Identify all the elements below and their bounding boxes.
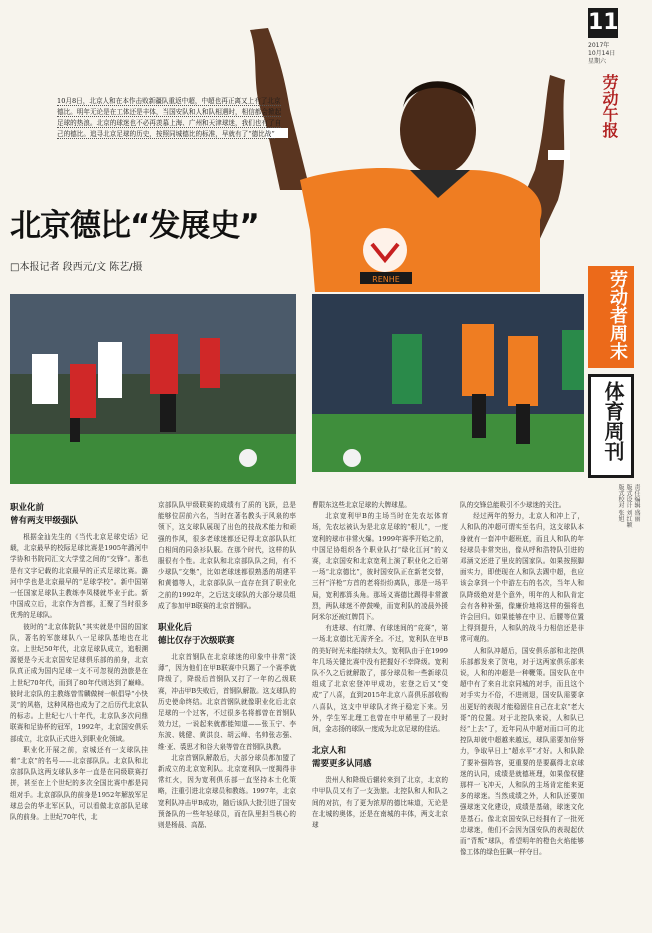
- subhead-line-1: 职业化前: [10, 503, 45, 513]
- paragraph: 职业化开展之前，京城还有一支球队挂着“北京”的名号——北京部队队。北京队和北京部队队这两支球队多年一直是在同级联赛打拼，甚至在上个世纪的多次全国比赛中都是同组对手。北京部队队的前身是1952年解放军足球总会的华北军区队，可以看做北京部队足球队的前身。上世纪70年代，北: [10, 745, 148, 822]
- body-column-1: [10, 500, 148, 823]
- credit-design: 版式设计 刘红颖: [625, 484, 632, 528]
- headline: 北京德比“发展史”: [10, 208, 259, 244]
- lede-paragraph: [57, 96, 282, 140]
- subhead-line-1: 职业化后: [158, 623, 193, 634]
- subhead-line-1: 北京人和: [312, 746, 347, 757]
- paragraph: 北京首钢队解散后，大部分球员都加盟了新成立的北京宽利队。北京宽利队一度揭得非常红火，因为宽利俱乐部一直坚持本土化策略，注重引进北京球员和教练。1997年，北京宽利队冲击甲B成功，随后该队大批引进了国安预备队的一些年轻球员，而在队里担当核心的则是杨晨、高磊、: [158, 753, 296, 830]
- byline: □本报记者 段西元/文 陈艺/摄: [10, 262, 143, 273]
- match-illustration-right: [312, 294, 584, 472]
- match-illustration-left: [10, 294, 296, 484]
- paragraph: 根据金汕先生的《当代北京足球史话》记载，北京最早的校际足球比赛是1905年潞河中学协和书院同汇文大学堂之间的“交锋”。那也是有文字记载的北京最早的正式足球比赛。潞河中学也是北京最早的“足球学校”。新中国第一任国家足球队主教练李凤楼就毕业于此。新中国成立后，北京作为首都，汇聚了当时很多优秀的足球队。: [10, 533, 148, 620]
- paragraph: 队的交锋总能吸引不少球迷的关注。: [460, 501, 566, 509]
- paragraph: 京部队队甲级联赛的成绩有了质的飞跃，总是能够位居前六名，当时在著名教头于风泉的率领下，这支球队展现了出色的技战术能力和顽强的作风，很多老球迷都还记得北京部队队红白相间的同条衫队服。在那个时代，这样的队服很有个性。北京队和北京部队队之间，有不少球队“交集”，比如老球迷都很熟悉的胡建平和黄德等人，北京部队队一直存在到了职业化之前的1992年，之后这支球队的大部分球员组成了参加甲B联赛的北京首钢队。: [158, 501, 296, 610]
- paragraph: 北京首钢队在北京球迷的印象中非常“淡薄”，因为他们在甲B联赛中只踢了一个赛季就降级了，降级后首钢队又打了一年的乙级联赛，冲击甲B失败后，首钢队解散。这支球队的历史使命终结。北京首钢队就像职业化后北京足球的一个过客，不过很多名将都曾在首钢队效力过，一说起来就都能知道——张玉宁、李东波、姚健、黄洪良、胡云峰、名帅张志强、维·亚、裘思才和谷大泉等曾在首钢队执教。: [158, 653, 296, 751]
- date-year: 2017年: [588, 42, 610, 49]
- body-column-4: [460, 500, 584, 859]
- paragraph: 北京宽利甲B的主场当时在先农坛体育场，先农坛被认为是北京足球的“根儿”，一度宽利的球市非常火爆。1999年赛季开始之前，中国足协组织各个职业队打“绿化江河”的义赛，北京国安和北京宽利上演了职业化之后第一场“北京德比”，彼时国安队正在新老交替，三杆“洋枪”方首的老将纷纷离队，那是一场平局，宽利都算头角。那场义赛德比踢得非常激烈，两队球迷不停鼓噪，而宽利队的凌晨外援阿米尔还被红牌罚下。: [312, 512, 448, 622]
- paragraph: 彼时的“北京体院队”其实就是中国的国家队，著名的军旅球队八一足球队基地也在北京。上世纪50年代，北京足球队成立，追根溯源便是今天北京国安足球俱乐部的前身，北京队真正成为国内足球一支不可忽视的劲旅是在上世纪70年代，而到了80年代则达到了巅峰。彼时北京队的主教练曾雪麟做树一帜倡导“小快灵”的风格，这种风格也成为了之后历代北京队的标志。上世纪七八十年代，北京队多次问鼎联赛和足协杯的冠军，1992年，北京国安俱乐部成立，北京队正式进入到职业化领域。: [10, 622, 148, 743]
- match-photo-right: [312, 294, 584, 472]
- page-number: 11: [588, 8, 618, 38]
- body-column-2: [158, 500, 296, 831]
- subhead-line-2: 德比仅存于次级联赛: [158, 636, 235, 647]
- body-column-3: [312, 500, 448, 831]
- hero-photo: [210, 20, 585, 292]
- right-rail: [588, 8, 646, 928]
- paragraph: 经过两年的努力，北京人和冲上了，人和队的冲超可谓实至名归，这支球队本身就有一套冲中超班底，而且人和队的年轻球员非常突出，像从呼和浩特队引进的邓涵文还进了里皮的国家队。如果按照脚面实力，即使现在人和队去踢中超，也应该会拿到一个中游左右的名次，当年人和队降级绝对是个意外，明年的人和队肯定会有各种补强，像廉价地将这样的强将也许会回归。如果能够在中卫、后腰等位置上得到提升，人和队的战斗力相信还是非常可观的。: [460, 512, 584, 644]
- subhead-line-2: 需要更多认同感: [312, 759, 372, 770]
- date-day: 10月14日: [588, 50, 616, 57]
- date-block: [588, 42, 628, 66]
- subhead-line-2: 曾有两支甲级强队: [10, 516, 79, 526]
- masthead-logo: 劳动午报: [600, 74, 619, 138]
- credit-editor: 责任编辑 盛丽: [633, 484, 640, 522]
- date-weekday: 星期六: [588, 58, 607, 65]
- subhead-post-pro: [158, 622, 296, 648]
- paragraph: 有进球、有红牌、有球迷间的“竞赛”，第一场北京德比无需齐全。不过，宽利队在甲B的美好时光未能持续太久，宽利队由于在1999年几场关键比赛中没有把握好不幸降级。宽利队不久之后就解散了，部分球员和一些新球员组成了北京宏登冲甲成功，宏登之后又“变成”了八喜，直到2015年北京八喜俱乐部收购八喜队，这支中甲球队才终于稳定下来。另外，学生军北理工也曾在中甲稀里了一段时间，金志扬的球队一度成为北京足球的佳话。: [312, 624, 448, 734]
- paragraph: 人和队冲超后，国安俱乐部和北控俱乐部都发来了贺电，对于这两家俱乐部来说，人和的冲超是一种鞭策。国安队在中超中有了来自北京同城的对手，而且这个对手实力不俗，不进则退，国安队需要拿出更好的表现才能稳固住自己在北京“老大哥”的位置。对于北控队来说，人和队已经“上去”了，近年同从中超对而口可的北控队却就中超越来越远，球队需要加倍努力，争取早日上“超水平”才好。人和队除了要补强阵容，更重要的是要赢得北京球迷的认同，成绩是就德班理，如果像权健那样一飞冲天，人和队的主场肯定能来更多的球迷。当然成绩之外，人和队还要加强球迷文化建设，成绩是基础，球迷文化是基石。像北京国安队已经拥有了一批死忠球迷，他们不会因为国安队的表现起伏而“背叛”球队，希望明年的橙色火焰能够像工体的绿色狂飙一样夺目。: [460, 646, 584, 857]
- subhead-renhe: [312, 745, 448, 771]
- hero-player-illustration: [210, 20, 585, 292]
- hero-shirt-text: RENHE: [372, 275, 400, 284]
- paragraph: 贵州人和降级后辗转来到了北京，北京的中甲队员又有了一支劲旅。北控队和人和队之间的对抗，有了更为浓厚的德比味道，无论是在北城的奥体，还是在南城的丰体，两支北京球: [312, 776, 448, 830]
- lede-text: 10月8日，北京人和在本作击败新疆队重返中超，中超也再正离又上有了北京德比。明年无论是在工体还是丰体，当国安队和人和队相遇时，相信都会掀起足球的热浪。北京的球迷也不必再羡慕上海、广州和天津球迷，我们也有了自己的德比。追寻北京足球的历史，按照同城德比的标准，早就有了“德比战”: [57, 97, 282, 138]
- section-tag-primary: 劳动者周末: [588, 266, 634, 368]
- credit-proof: 版式校对 张旭: [617, 484, 624, 522]
- match-photo-left: [10, 294, 296, 484]
- subhead-pre-pro: [10, 502, 148, 528]
- section-tag-secondary: 体育周刊: [588, 374, 634, 478]
- credits: [590, 484, 640, 604]
- paragraph: 曹限东这些北京足球的大牌球星。: [312, 501, 411, 509]
